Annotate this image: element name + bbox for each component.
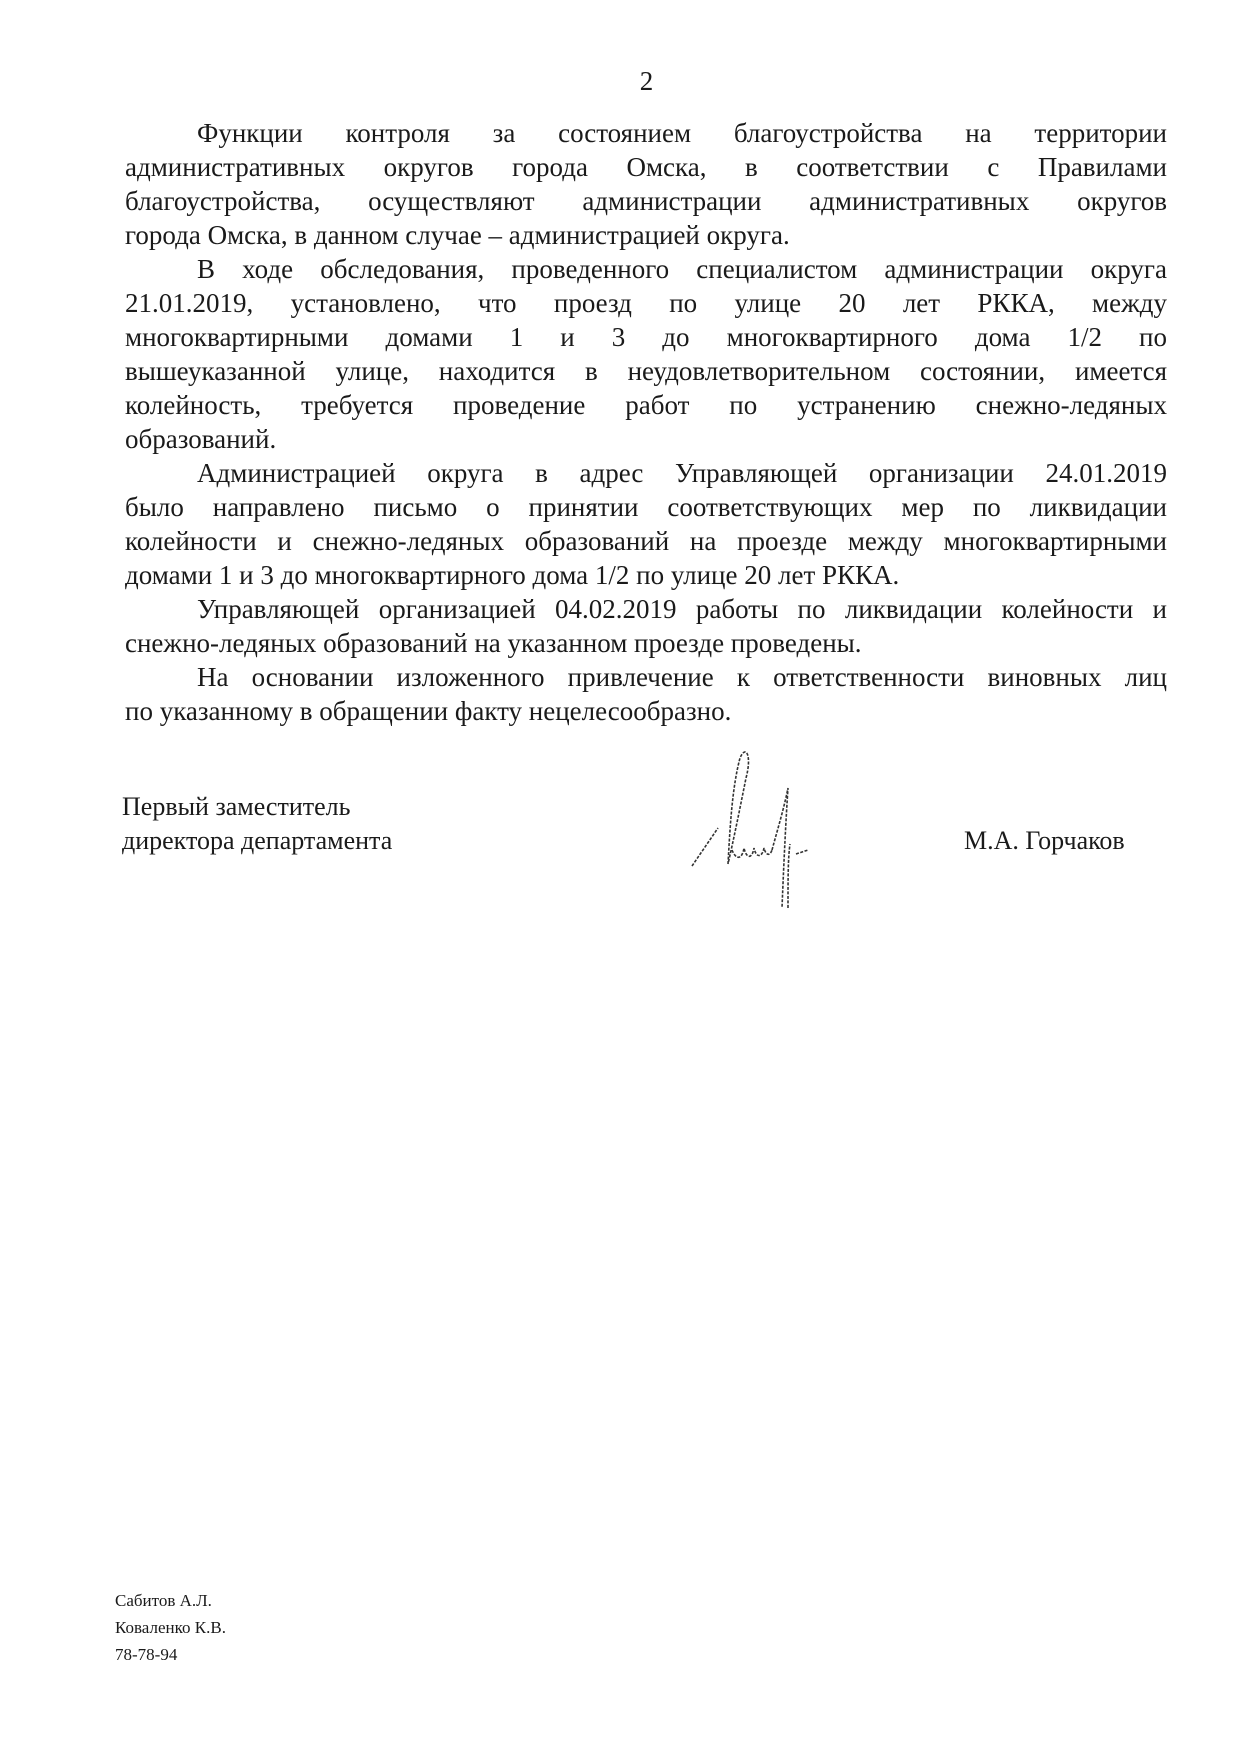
page-number: 2 xyxy=(639,66,654,96)
paragraph xyxy=(125,456,1167,592)
text-line: административных округов города Омска, в соответствии с Правилами xyxy=(125,152,1167,182)
text-line: многоквартирными домами 1 и 3 до многоквартирного дома 1/2 по xyxy=(125,322,1167,352)
signatory-name: М.А. Горчаков xyxy=(964,826,1125,855)
text-line: города Омска, в данном случае – администрацией округа. xyxy=(125,220,790,250)
paragraph xyxy=(125,660,1167,728)
paragraph xyxy=(125,592,1167,660)
text-line: колейность, требуется проведение работ по устранению снежно-ледяных xyxy=(125,390,1167,420)
paragraph xyxy=(125,116,1167,252)
text-line: В ходе обследования, проведенного специалистом администрации округа xyxy=(197,254,1167,284)
text-line: благоустройства, осуществляют администрации административных округов xyxy=(125,186,1167,216)
signatory-position xyxy=(122,790,392,858)
text-line: 21.01.2019, установлено, что проезд по улице 20 лет РККА, между xyxy=(125,288,1167,318)
handwritten-signature xyxy=(688,748,858,913)
text-line: Функции контроля за состоянием благоустройства на территории xyxy=(197,118,1167,148)
position-line-1: Первый заместитель xyxy=(122,792,351,821)
text-line: Администрацией округа в адрес Управляющей организации 24.01.2019 xyxy=(197,458,1167,488)
text-line: вышеуказанной улице, находится в неудовлетворительном состоянии, имеется xyxy=(125,356,1167,386)
text-line: домами 1 и 3 до многоквартирного дома 1/2 по улице 20 лет РККА. xyxy=(125,560,900,590)
text-line: образований. xyxy=(125,424,277,454)
executor-2: Коваленко К.В. xyxy=(115,1618,226,1637)
text-line: колейности и снежно-ледяных образований на проезде между многоквартирными xyxy=(125,526,1167,556)
letter-body xyxy=(125,116,1167,728)
executor-1: Сабитов А.Л. xyxy=(115,1591,212,1610)
position-line-2: директора департамента xyxy=(122,826,393,855)
text-line: Управляющей организацией 04.02.2019 работы по ликвидации колейности и xyxy=(197,594,1167,624)
text-line: снежно-ледяных образований на указанном проезде проведены. xyxy=(125,628,862,658)
text-line: было направлено письмо о принятии соответствующих мер по ликвидации xyxy=(125,492,1167,522)
text-line: по указанному в обращении факту нецелесообразно. xyxy=(125,696,732,726)
executor-info xyxy=(115,1587,226,1668)
paragraph xyxy=(125,252,1167,456)
executor-phone: 78-78-94 xyxy=(115,1645,178,1664)
text-line: На основании изложенного привлечение к ответственности виновных лиц xyxy=(197,662,1167,692)
